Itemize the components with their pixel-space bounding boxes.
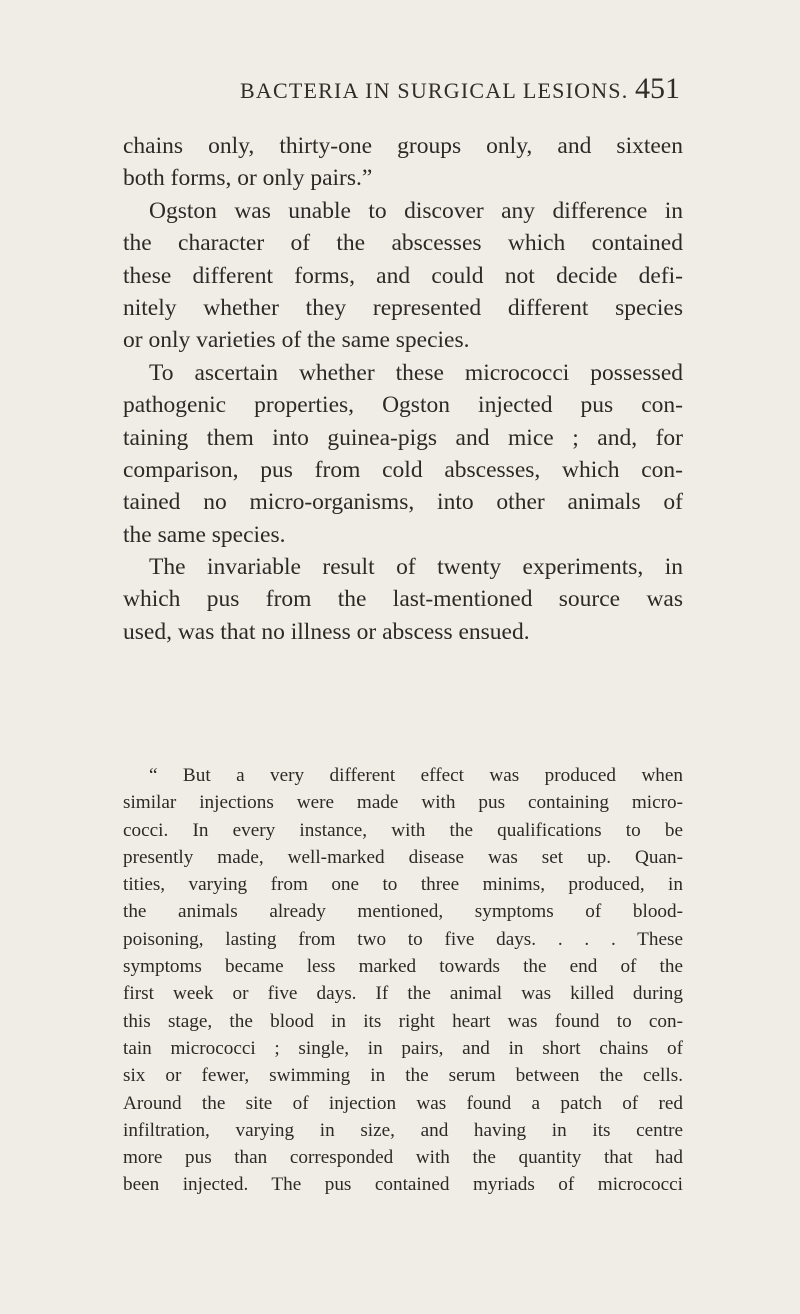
text-line: Ogston was unable to discover any difference in <box>149 197 683 224</box>
quote-line: poisoning, lasting from two to five days. . . . These <box>123 928 683 950</box>
text-line: nitely whether they represented different species <box>123 294 683 321</box>
text-line: The invariable result of twenty experiments, in <box>149 554 683 581</box>
text-line: or only varieties of the same species. <box>123 327 470 354</box>
quote-line: this stage, the blood in its right heart was found to con- <box>123 1010 683 1032</box>
text-line: used, was that no illness or abscess ensued. <box>123 618 530 645</box>
text-line: comparison, pus from cold abscesses, which con- <box>123 456 683 483</box>
text-line: pathogenic properties, Ogston injected pus con- <box>123 392 683 419</box>
quote-line: cocci. In every instance, with the qualifications to be <box>123 819 683 841</box>
text-line: tained no micro-organisms, into other animals of <box>123 489 683 516</box>
body-text <box>123 130 683 648</box>
text-line: chains only, thirty-one groups only, and sixteen <box>123 133 683 159</box>
quote-line: similar injections were made with pus containing micro- <box>123 792 683 814</box>
text-line: both forms, or only pairs.” <box>123 165 373 192</box>
text-line: which pus from the last-mentioned source was <box>123 586 683 613</box>
quote-line: been injected. The pus contained myriads of micrococci <box>123 1174 683 1196</box>
quote-line: more pus than corresponded with the quantity that had <box>123 1147 683 1169</box>
quote-line: first week or five days. If the animal was killed during <box>123 983 683 1005</box>
text-line: taining them into guinea-pigs and mice ; and, for <box>123 424 683 451</box>
text-line: these different forms, and could not decide defi- <box>123 262 683 289</box>
quote-line: “ But a very different effect was produced when <box>149 765 683 786</box>
quote-line: tain micrococci ; single, in pairs, and in short chains of <box>123 1037 683 1059</box>
quote-line: presently made, well-marked disease was set up. Quan- <box>123 846 683 868</box>
page-number: 451 <box>635 72 680 105</box>
quote-line: the animals already mentioned, symptoms of blood- <box>123 901 683 923</box>
running-title: BACTERIA IN SURGICAL LESIONS. <box>240 78 629 103</box>
quote-line: infiltration, varying in size, and having in its centre <box>123 1119 683 1141</box>
text-line: To ascertain whether these micrococci possessed <box>149 359 683 386</box>
running-head <box>240 70 680 110</box>
quote-line: symptoms became less marked towards the end of the <box>123 956 683 978</box>
block-quote <box>123 762 683 1199</box>
quote-line: six or fewer, swimming in the serum between the cells. <box>123 1065 683 1087</box>
quote-line: tities, varying from one to three minims, produced, in <box>123 874 683 896</box>
text-line: the same species. <box>123 521 286 548</box>
quote-line: Around the site of injection was found a patch of red <box>123 1092 683 1114</box>
text-line: the character of the abscesses which contained <box>123 230 683 257</box>
